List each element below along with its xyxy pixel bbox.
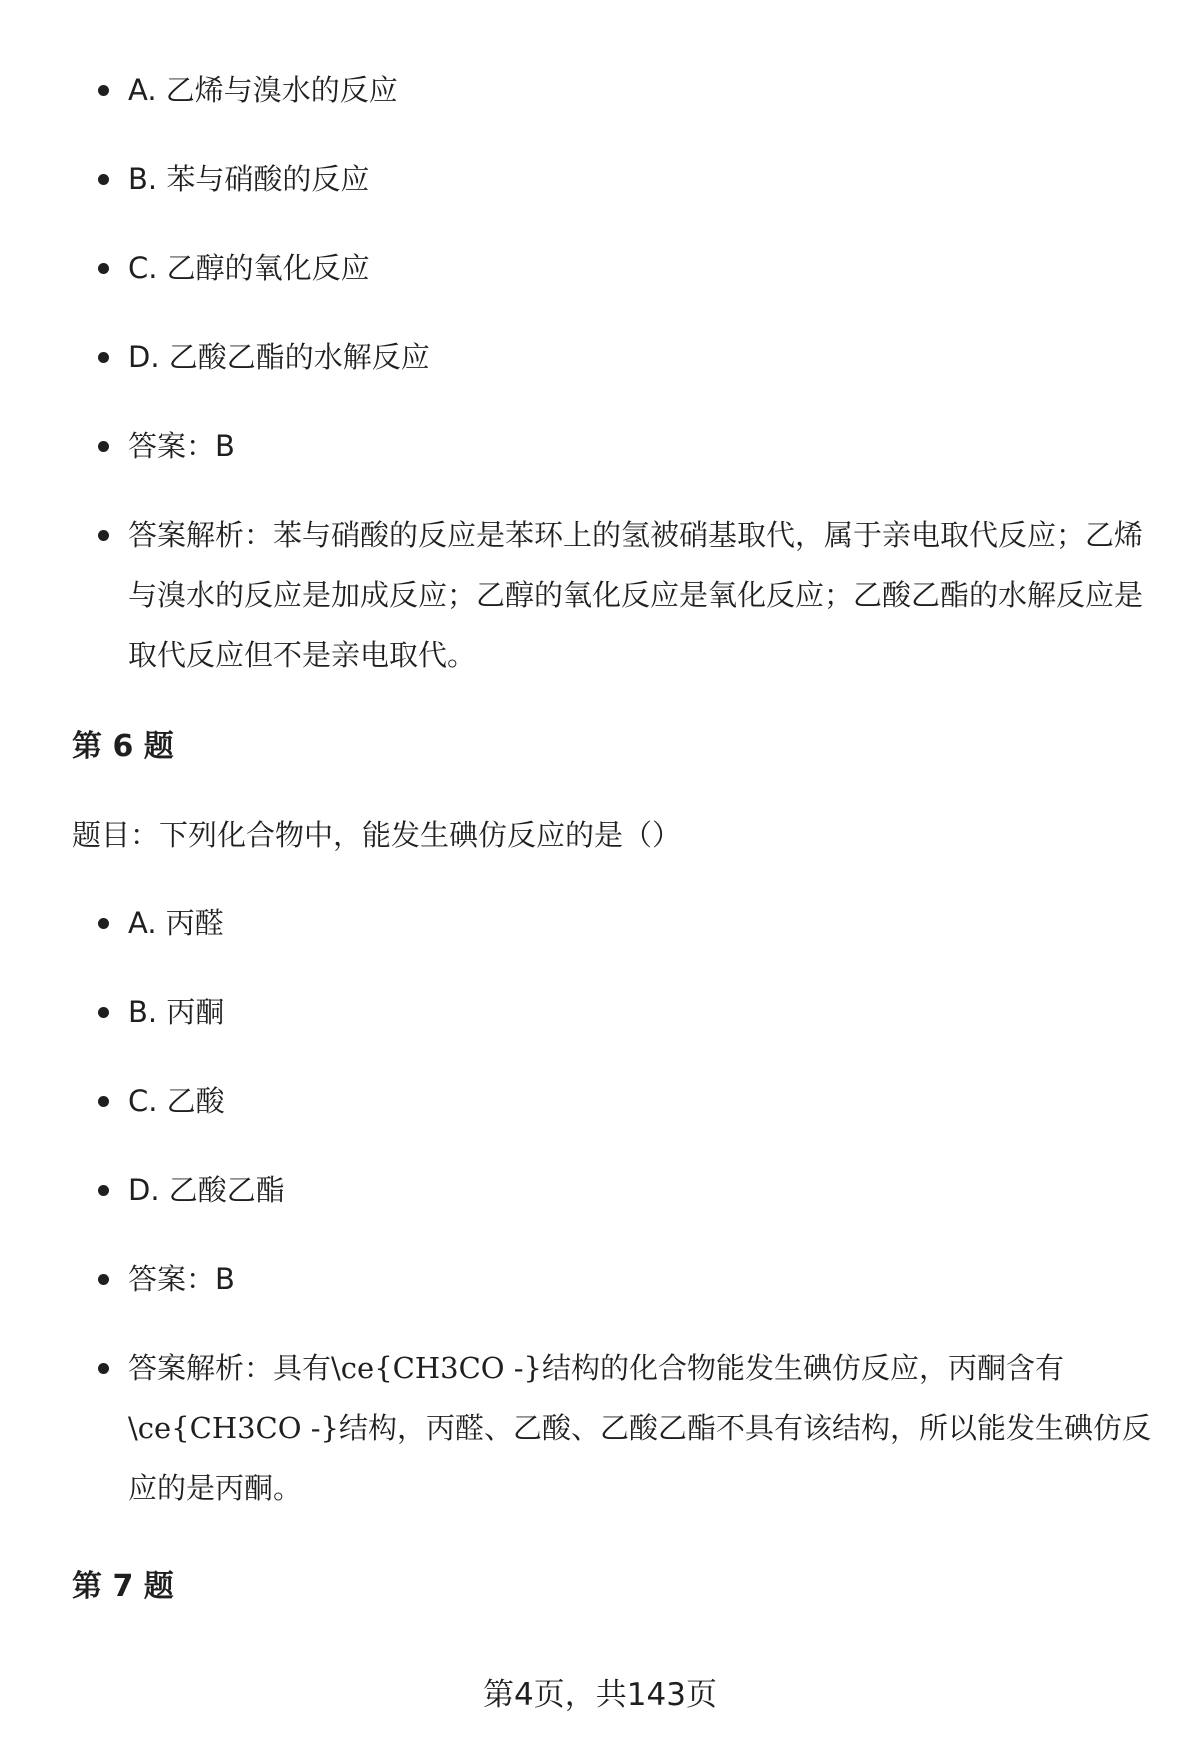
option-item [72, 893, 1162, 953]
bullet-icon [98, 918, 109, 929]
option-item [72, 1071, 1162, 1131]
option-text: C. 乙醇的氧化反应 [128, 251, 370, 285]
explanation-part: 结构，丙醛、乙酸、乙酸乙酯不具有该结构，所以能发生碘仿反应的是丙酮。 [128, 1411, 1152, 1505]
option-text: C. 乙酸 [128, 1084, 225, 1118]
question-6-title: 第 6 题 [72, 729, 174, 764]
option-item [72, 238, 1162, 298]
question-5-option-list [72, 60, 1162, 685]
option-text: A. 乙烯与溴水的反应 [128, 73, 398, 107]
question-6-option-list [72, 893, 1162, 1518]
bullet-icon [98, 263, 109, 274]
page-number-footer: 第4页，共143页 [483, 1677, 717, 1713]
question-5-tail [72, 60, 1162, 714]
question-6-stem: 题目：下列化合物中，能发生碘仿反应的是（） [72, 818, 682, 852]
bullet-icon [98, 1007, 109, 1018]
answer-text: 答案：B [128, 1262, 235, 1296]
option-text: D. 乙酸乙酯 [128, 1173, 285, 1207]
bullet-icon [98, 530, 109, 541]
question-7-title: 第 7 题 [72, 1569, 174, 1604]
bullet-icon [98, 352, 109, 363]
bullet-icon [98, 1096, 109, 1107]
answer-item [72, 1249, 1162, 1309]
bullet-icon [98, 1185, 109, 1196]
option-item [72, 1160, 1162, 1220]
explanation-part: 答案解析：具有 [128, 1351, 332, 1385]
bullet-icon [98, 1274, 109, 1285]
option-item [72, 327, 1162, 387]
bullet-icon [98, 441, 109, 452]
explanation-text [128, 1351, 1151, 1505]
option-item [72, 149, 1162, 209]
chem-formula: \ce{CH3CO -} [128, 1411, 339, 1445]
chem-formula: \ce{CH3CO -} [331, 1351, 543, 1385]
option-text: B. 丙酮 [128, 995, 225, 1029]
bullet-icon [98, 85, 109, 96]
question-6-body [72, 893, 1162, 1547]
option-item [72, 60, 1162, 120]
explanation-text: 答案解析：苯与硝酸的反应是苯环上的氢被硝基取代，属于亲电取代反应；乙烯与溴水的反应是加成反应；乙醇的氧化反应是氧化反应；乙酸乙酯的水解反应是取代反应但不是亲电取代。 [128, 518, 1144, 672]
bullet-icon [98, 1363, 109, 1374]
answer-text: 答案：B [128, 429, 235, 463]
option-item [72, 982, 1162, 1042]
explanation-item [72, 505, 1162, 685]
answer-item [72, 416, 1162, 476]
bullet-icon [98, 174, 109, 185]
option-text: A. 丙醛 [128, 906, 224, 940]
explanation-item [72, 1338, 1162, 1518]
option-text: B. 苯与硝酸的反应 [128, 162, 370, 196]
option-text: D. 乙酸乙酯的水解反应 [128, 340, 430, 374]
explanation-part: 结构的化合物能发生碘仿反应，丙酮含有 [542, 1351, 1065, 1385]
